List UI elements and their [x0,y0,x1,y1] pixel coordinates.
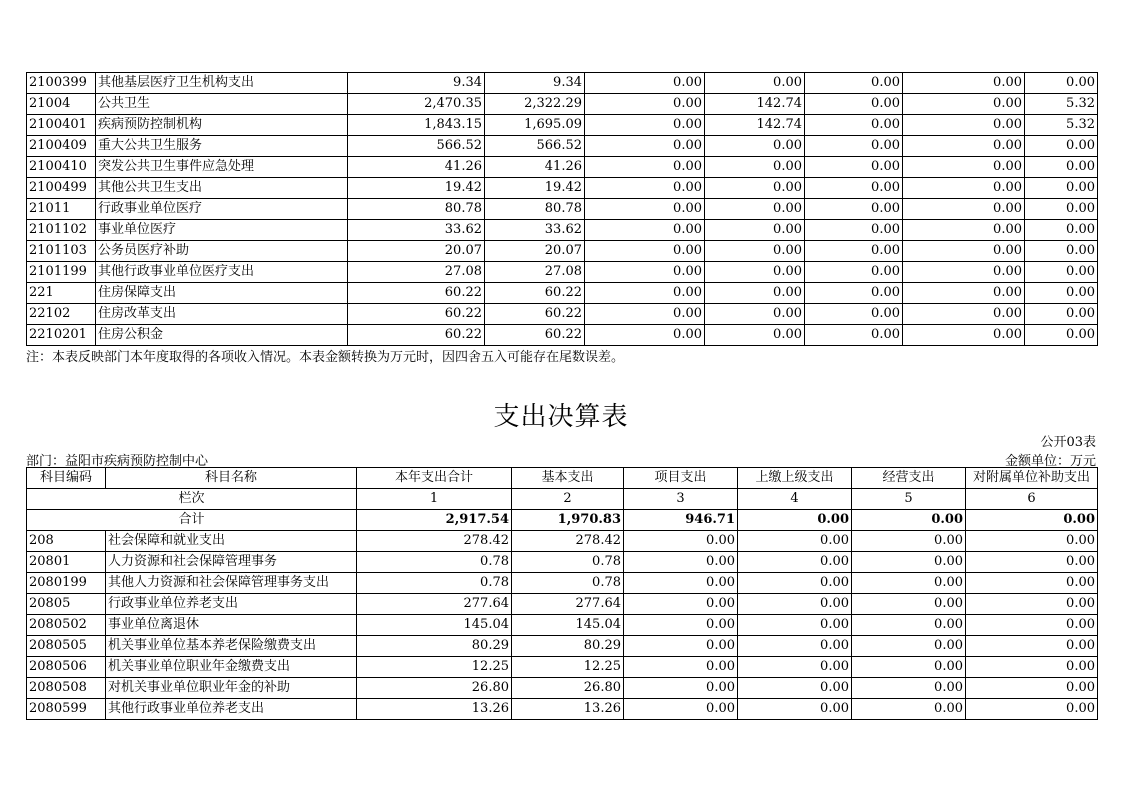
subject-name-cell: 其他行政事业单位养老支出 [106,699,357,720]
amount-cell: 0.00 [738,573,852,594]
amount-cell: 0.00 [852,657,966,678]
amount-cell: 0.00 [738,657,852,678]
total-value-cell: 0.00 [852,510,966,531]
subject-code-cell: 2100401 [27,115,96,136]
amount-cell: 5.32 [1025,94,1098,115]
amount-cell: 0.00 [705,262,805,283]
amount-cell: 2,470.35 [348,94,485,115]
amount-cell: 0.00 [1025,220,1098,241]
amount-cell: 0.00 [966,615,1098,636]
amount-cell: 0.00 [738,678,852,699]
amount-cell: 0.00 [624,573,738,594]
amount-cell: 80.29 [357,636,512,657]
amount-cell: 0.00 [624,594,738,615]
table-row [27,615,1098,636]
subject-name-cell: 人力资源和社会保障管理事务 [106,552,357,573]
expenditure-table [26,467,1098,720]
amount-cell: 5.32 [1025,115,1098,136]
table-row [27,573,1098,594]
subject-code-cell: 2100410 [27,157,96,178]
amount-cell: 0.00 [585,115,705,136]
amount-cell: 0.78 [357,573,512,594]
amount-cell: 0.00 [705,178,805,199]
amount-cell: 0.00 [966,573,1098,594]
table-note: 注：本表反映部门本年度取得的各项收入情况。本表金额转换为万元时，因四舍五入可能存在尾数误差。 [26,350,625,365]
amount-cell: 19.42 [348,178,485,199]
subject-code-cell: 2080506 [27,657,106,678]
amount-cell: 60.22 [485,325,585,346]
subject-code-cell: 208 [27,531,106,552]
amount-cell: 0.00 [585,220,705,241]
amount-cell: 0.00 [852,678,966,699]
amount-cell: 80.78 [485,199,585,220]
amount-cell: 0.00 [624,615,738,636]
table-code: 公开03表 [1040,435,1096,450]
column-number-cell: 2 [512,489,624,510]
amount-cell: 0.00 [903,220,1025,241]
amount-cell: 1,695.09 [485,115,585,136]
header-cell: 经营支出 [852,468,966,489]
subject-name-cell: 住房改革支出 [96,304,348,325]
total-row [27,510,1098,531]
amount-cell: 0.00 [585,157,705,178]
amount-cell: 0.00 [903,325,1025,346]
subject-name-cell: 突发公共卫生事件应急处理 [96,157,348,178]
table-row [27,325,1098,346]
amount-cell: 0.00 [738,615,852,636]
amount-cell: 0.00 [966,636,1098,657]
amount-cell: 0.00 [805,325,903,346]
amount-cell: 0.00 [585,199,705,220]
table-row [27,699,1098,720]
amount-cell: 0.00 [805,115,903,136]
table-row [27,73,1098,94]
subject-name-cell: 对机关事业单位职业年金的补助 [106,678,357,699]
amount-cell: 0.00 [805,136,903,157]
amount-cell: 0.00 [966,552,1098,573]
table-row [27,262,1098,283]
amount-cell: 19.42 [485,178,585,199]
table-row [27,115,1098,136]
amount-cell: 0.00 [1025,325,1098,346]
table-row [27,552,1098,573]
amount-cell: 0.00 [805,262,903,283]
amount-cell: 41.26 [348,157,485,178]
amount-cell: 278.42 [512,531,624,552]
table-row [27,94,1098,115]
column-number-cell: 4 [738,489,852,510]
table-row [27,136,1098,157]
amount-cell: 60.22 [348,283,485,304]
table-row [27,531,1098,552]
amount-cell: 0.00 [966,594,1098,615]
header-cell: 科目名称 [106,468,357,489]
amount-cell: 566.52 [485,136,585,157]
total-label-cell: 合计 [27,510,357,531]
amount-cell: 0.00 [852,615,966,636]
amount-cell: 1,843.15 [348,115,485,136]
amount-cell: 26.80 [512,678,624,699]
amount-cell: 145.04 [512,615,624,636]
total-value-cell: 0.00 [738,510,852,531]
amount-cell: 0.00 [705,199,805,220]
column-number-cell: 1 [357,489,512,510]
subject-code-cell: 20805 [27,594,106,615]
amount-cell: 13.26 [357,699,512,720]
amount-cell: 277.64 [357,594,512,615]
amount-cell: 0.00 [805,304,903,325]
total-value-cell: 946.71 [624,510,738,531]
amount-cell: 41.26 [485,157,585,178]
amount-cell: 0.00 [705,283,805,304]
header-cell: 对附属单位补助支出 [966,468,1098,489]
header-row [27,468,1098,489]
subject-name-cell: 疾病预防控制机构 [96,115,348,136]
amount-cell: 0.00 [903,94,1025,115]
subject-code-cell: 2100399 [27,73,96,94]
subject-name-cell: 公务员医疗补助 [96,241,348,262]
amount-cell: 0.00 [805,157,903,178]
amount-cell: 33.62 [348,220,485,241]
amount-cell: 0.00 [705,157,805,178]
amount-cell: 2,322.29 [485,94,585,115]
subject-code-cell: 2080505 [27,636,106,657]
amount-cell: 0.00 [705,73,805,94]
amount-cell: 0.00 [903,283,1025,304]
amount-cell: 0.00 [624,531,738,552]
amount-cell: 27.08 [348,262,485,283]
amount-cell: 0.00 [738,594,852,615]
amount-unit-label: 金额单位：万元 [1004,454,1096,469]
amount-cell: 80.78 [348,199,485,220]
amount-cell: 0.00 [585,304,705,325]
amount-cell: 0.00 [805,94,903,115]
amount-cell: 0.00 [966,699,1098,720]
table-row [27,199,1098,220]
column-number-cell: 6 [966,489,1098,510]
amount-cell: 0.00 [903,157,1025,178]
header-cell: 上缴上级支出 [738,468,852,489]
amount-cell: 0.00 [1025,178,1098,199]
subject-name-cell: 事业单位离退休 [106,615,357,636]
subject-code-cell: 21011 [27,199,96,220]
amount-cell: 26.80 [357,678,512,699]
amount-cell: 13.26 [512,699,624,720]
table-row [27,657,1098,678]
amount-cell: 0.00 [1025,136,1098,157]
amount-cell: 60.22 [348,325,485,346]
amount-cell: 142.74 [705,94,805,115]
amount-cell: 0.00 [585,283,705,304]
amount-cell: 0.00 [903,73,1025,94]
amount-cell: 0.00 [585,136,705,157]
amount-cell: 0.00 [1025,73,1098,94]
table-row [27,178,1098,199]
amount-cell: 0.00 [903,136,1025,157]
amount-cell: 145.04 [357,615,512,636]
amount-cell: 0.00 [852,531,966,552]
amount-cell: 0.00 [805,283,903,304]
subject-code-cell: 2101199 [27,262,96,283]
amount-cell: 0.00 [852,552,966,573]
amount-cell: 20.07 [485,241,585,262]
amount-cell: 0.00 [903,178,1025,199]
subject-code-cell: 2080599 [27,699,106,720]
amount-cell: 0.00 [903,115,1025,136]
amount-cell: 0.00 [1025,241,1098,262]
amount-cell: 0.00 [705,325,805,346]
amount-cell: 12.25 [357,657,512,678]
amount-cell: 0.00 [585,94,705,115]
amount-cell: 0.00 [903,262,1025,283]
subject-code-cell: 2210201 [27,325,96,346]
subject-name-cell: 行政事业单位养老支出 [106,594,357,615]
subject-code-cell: 2080199 [27,573,106,594]
amount-cell: 0.00 [585,241,705,262]
amount-cell: 33.62 [485,220,585,241]
amount-cell: 9.34 [348,73,485,94]
subject-name-cell: 重大公共卫生服务 [96,136,348,157]
subject-code-cell: 22102 [27,304,96,325]
subject-name-cell: 其他人力资源和社会保障管理事务支出 [106,573,357,594]
amount-cell: 0.00 [852,594,966,615]
total-value-cell: 1,970.83 [512,510,624,531]
amount-cell: 0.00 [705,304,805,325]
table-row [27,304,1098,325]
department-label: 部门：益阳市疾病预防控制中心 [26,454,209,469]
amount-cell: 0.00 [1025,199,1098,220]
column-label-cell: 栏次 [27,489,357,510]
amount-cell: 0.00 [852,699,966,720]
amount-cell: 0.00 [624,678,738,699]
amount-cell: 0.00 [738,531,852,552]
amount-cell: 0.00 [805,199,903,220]
column-number-cell: 3 [624,489,738,510]
amount-cell: 0.00 [585,325,705,346]
amount-cell: 0.00 [966,531,1098,552]
subject-name-cell: 行政事业单位医疗 [96,199,348,220]
subject-code-cell: 2101103 [27,241,96,262]
table-row [27,636,1098,657]
subject-name-cell: 其他基层医疗卫生机构支出 [96,73,348,94]
subject-name-cell: 公共卫生 [96,94,348,115]
amount-cell: 80.29 [512,636,624,657]
subject-code-cell: 2101102 [27,220,96,241]
amount-cell: 0.00 [738,699,852,720]
income-table-continuation [26,72,1098,346]
amount-cell: 0.00 [585,73,705,94]
header-cell: 项目支出 [624,468,738,489]
subject-code-cell: 2100499 [27,178,96,199]
amount-cell: 0.00 [805,73,903,94]
amount-cell: 0.00 [738,636,852,657]
table-row [27,241,1098,262]
amount-cell: 0.78 [357,552,512,573]
amount-cell: 0.00 [1025,157,1098,178]
amount-cell: 0.00 [624,699,738,720]
table-row [27,157,1098,178]
table-row [27,283,1098,304]
amount-cell: 60.22 [485,283,585,304]
subject-name-cell: 机关事业单位基本养老保险缴费支出 [106,636,357,657]
total-value-cell: 0.00 [966,510,1098,531]
amount-cell: 0.00 [624,657,738,678]
subject-code-cell: 20801 [27,552,106,573]
subject-name-cell: 其他行政事业单位医疗支出 [96,262,348,283]
subject-code-cell: 221 [27,283,96,304]
subject-name-cell: 事业单位医疗 [96,220,348,241]
amount-cell: 0.00 [705,220,805,241]
column-number-cell: 5 [852,489,966,510]
amount-cell: 9.34 [485,73,585,94]
amount-cell: 0.00 [738,552,852,573]
amount-cell: 0.00 [805,178,903,199]
subject-code-cell: 2080502 [27,615,106,636]
amount-cell: 12.25 [512,657,624,678]
amount-cell: 0.00 [705,241,805,262]
amount-cell: 0.00 [852,573,966,594]
header-cell: 本年支出合计 [357,468,512,489]
amount-cell: 0.00 [903,241,1025,262]
amount-cell: 566.52 [348,136,485,157]
amount-cell: 0.78 [512,573,624,594]
amount-cell: 0.00 [1025,283,1098,304]
subject-name-cell: 住房公积金 [96,325,348,346]
column-number-row [27,489,1098,510]
table-row [27,594,1098,615]
amount-cell: 277.64 [512,594,624,615]
page-title: 支出决算表 [493,402,629,432]
subject-code-cell: 21004 [27,94,96,115]
amount-cell: 0.00 [903,304,1025,325]
amount-cell: 0.00 [585,262,705,283]
subject-name-cell: 社会保障和就业支出 [106,531,357,552]
amount-cell: 0.00 [624,636,738,657]
header-cell: 基本支出 [512,468,624,489]
subject-code-cell: 2100409 [27,136,96,157]
amount-cell: 278.42 [357,531,512,552]
amount-cell: 0.78 [512,552,624,573]
amount-cell: 0.00 [805,241,903,262]
amount-cell: 27.08 [485,262,585,283]
subject-name-cell: 住房保障支出 [96,283,348,304]
subject-name-cell: 机关事业单位职业年金缴费支出 [106,657,357,678]
subject-code-cell: 2080508 [27,678,106,699]
amount-cell: 142.74 [705,115,805,136]
amount-cell: 60.22 [485,304,585,325]
subject-name-cell: 其他公共卫生支出 [96,178,348,199]
amount-cell: 20.07 [348,241,485,262]
total-value-cell: 2,917.54 [357,510,512,531]
header-cell: 科目编码 [27,468,106,489]
amount-cell: 0.00 [1025,304,1098,325]
amount-cell: 0.00 [903,199,1025,220]
amount-cell: 0.00 [805,220,903,241]
amount-cell: 0.00 [585,178,705,199]
amount-cell: 0.00 [966,657,1098,678]
table-row [27,220,1098,241]
amount-cell: 0.00 [705,136,805,157]
table-row [27,678,1098,699]
amount-cell: 0.00 [966,678,1098,699]
amount-cell: 0.00 [852,636,966,657]
amount-cell: 0.00 [1025,262,1098,283]
amount-cell: 0.00 [624,552,738,573]
amount-cell: 60.22 [348,304,485,325]
